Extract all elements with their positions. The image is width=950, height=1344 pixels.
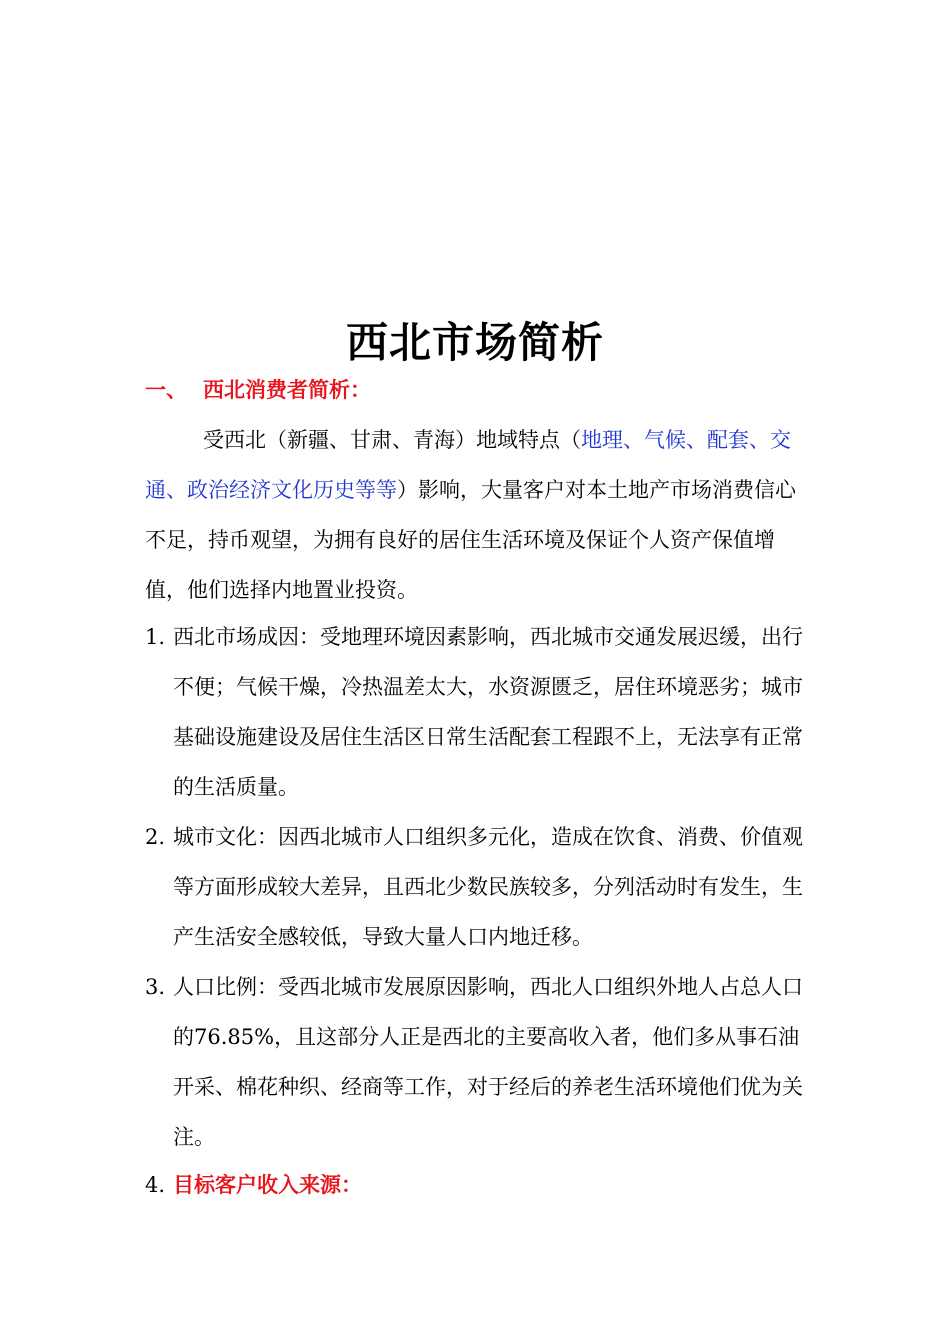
list-item-text: 西北市场成因：受地理环境因素影响，西北城市交通发展迟缓，出行不便；气候干燥，冷热温差太大，水资源匮乏，居住环境恶劣；城市基础设施建设及居住生活区日常生活配套工程跟不上，无法享有正常的生活质量。 (173, 625, 803, 799)
section-heading-1 (145, 372, 371, 408)
list-item-text: 目标客户收入来源： (173, 1172, 362, 1197)
list-item-number: 1. (145, 625, 166, 649)
list-item (145, 612, 810, 812)
intro-paragraph (145, 415, 810, 615)
section-number: 一、 (145, 377, 187, 402)
list-item (145, 962, 810, 1162)
page-title: 西北市场简析 (345, 318, 604, 367)
list-item-number: 2. (145, 825, 166, 849)
list-item-text: 城市文化：因西北城市人口组织多元化，造成在饮食、消费、价值观等方面形成较大差异，且西北少数民族较多，分列活动时有发生，生产生活安全感较低，导致大量人口内地迁移。 (173, 825, 803, 949)
list-item-number: 3. (145, 975, 166, 999)
intro-rest: ）影响，大量客户对本土地产市场消费信心不足，持币观望，为拥有良好的居住生活环境及保证个人资产保值增值，他们选择内地置业投资。 (145, 478, 796, 602)
intro-highlight: 地理、气候、配套、交通、政治经济文化历史等等 (145, 428, 791, 502)
list-item (145, 812, 810, 962)
list-item-text: 人口比例：受西北城市发展原因影响，西北人口组织外地人占总人口的76.85%，且这部分人正是西北的主要高收入者，他们多从事石油开采、棉花种织、经商等工作，对于经后的养老生活环境他们优为关注。 (173, 975, 803, 1149)
section-heading-text: 西北消费者简析： (203, 377, 371, 402)
list-item (145, 1160, 810, 1210)
list-item-number: 4. (145, 1173, 166, 1197)
intro-lead: 受西北（新疆、甘肃、青海）地域特点（ (203, 428, 581, 452)
